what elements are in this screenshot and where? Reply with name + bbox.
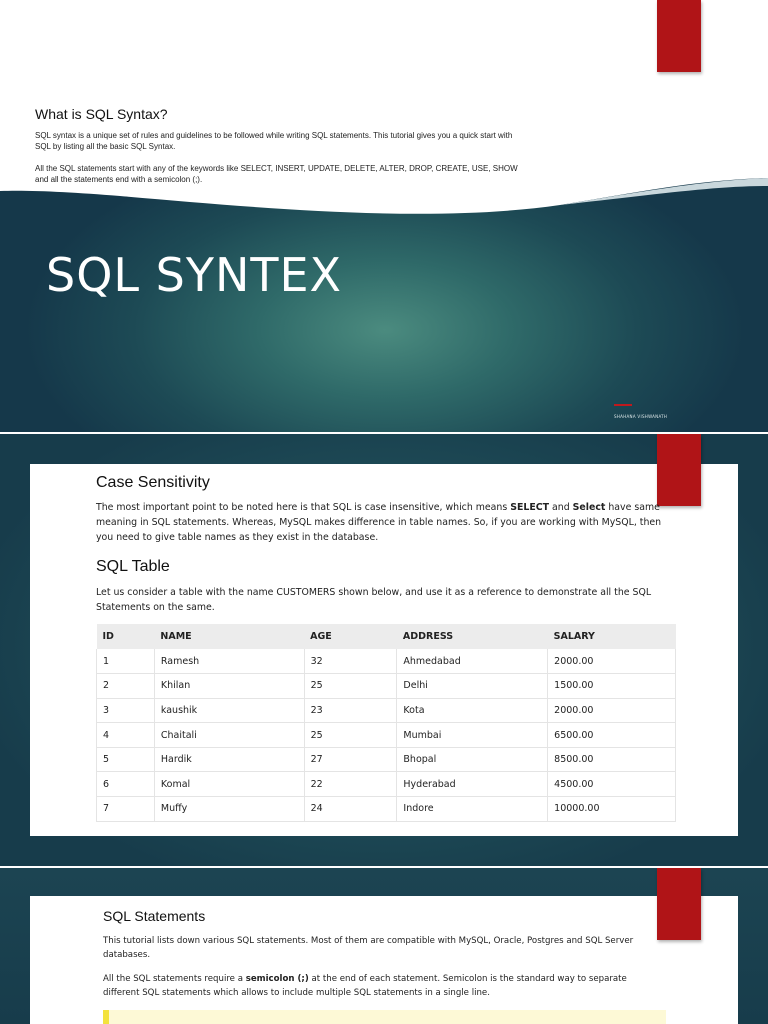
table-cell: 25 <box>304 674 397 699</box>
table-cell: kaushik <box>154 698 304 723</box>
table-cell: Kota <box>397 698 548 723</box>
table-cell: Ramesh <box>154 649 304 674</box>
table-cell: Bhopal <box>397 747 548 772</box>
table-cell: 8500.00 <box>548 747 676 772</box>
sql-statements-heading: SQL Statements <box>103 908 206 924</box>
column-header: SALARY <box>548 624 676 649</box>
table-cell: 1 <box>97 649 155 674</box>
highlight-note-box <box>103 1010 666 1024</box>
table-cell: 24 <box>304 797 397 822</box>
red-accent-tab <box>657 434 701 506</box>
syntax-heading: What is SQL Syntax? <box>35 106 168 122</box>
table-header-row <box>97 624 676 649</box>
table-cell: Muffy <box>154 797 304 822</box>
sql-statements-paragraph-1: This tutorial lists down various SQL statements. Most of them are compatible with MySQL, Oracle, Postgres and SQL Server databases. <box>103 936 634 960</box>
table-cell: 10000.00 <box>548 797 676 822</box>
table-row <box>97 674 676 699</box>
table-cell: 7 <box>97 797 155 822</box>
slide-sql-statements <box>0 868 768 1024</box>
table-cell: 1500.00 <box>548 674 676 699</box>
table-cell: 27 <box>304 747 397 772</box>
table-cell: 5 <box>97 747 155 772</box>
table-row <box>97 698 676 723</box>
table-row <box>97 797 676 822</box>
column-header: ID <box>97 624 155 649</box>
table-cell: Komal <box>154 772 304 797</box>
column-header: NAME <box>154 624 304 649</box>
slide-case-sensitivity <box>0 434 768 866</box>
table-row <box>97 772 676 797</box>
table-row <box>97 723 676 748</box>
table-cell: Khilan <box>154 674 304 699</box>
table-cell: 3 <box>97 698 155 723</box>
table-cell: Hardik <box>154 747 304 772</box>
subtitle-accent-line <box>614 404 632 406</box>
slide-title <box>0 0 768 432</box>
case-sensitivity-paragraph: The most important point to be noted here is that SQL is case insensitive, which means SELECT and Select have same meaning in SQL statements. Whereas, MySQL makes difference in table names. So, if you are working with MySQL, then you need to give table names as they exist in the database. <box>96 502 662 543</box>
table-cell: 32 <box>304 649 397 674</box>
slide-title-text: SQL SYNTEX <box>46 248 343 302</box>
table-cell: 23 <box>304 698 397 723</box>
table-cell: Chaitali <box>154 723 304 748</box>
table-cell: 4500.00 <box>548 772 676 797</box>
table-cell: 6500.00 <box>548 723 676 748</box>
table-cell: Delhi <box>397 674 548 699</box>
table-cell: Mumbai <box>397 723 548 748</box>
sql-table-paragraph: Let us consider a table with the name CUSTOMERS shown below, and use it as a reference to demonstrate all the SQL Statements on the same. <box>96 587 652 613</box>
red-accent-tab <box>657 0 701 72</box>
table-cell: 6 <box>97 772 155 797</box>
table-cell: 22 <box>304 772 397 797</box>
table-row <box>97 747 676 772</box>
table-cell: 25 <box>304 723 397 748</box>
sql-statements-paragraph-2: All the SQL statements require a semicolon (;) at the end of each statement. Semicolon is the standard way to separate different SQL statements which allows to include multiple SQL statements in a single line. <box>103 974 627 998</box>
table-row <box>97 649 676 674</box>
customers-table <box>96 624 676 822</box>
slide-subtitle: SHAHANA VISHWANATH <box>614 414 668 419</box>
column-header: AGE <box>304 624 397 649</box>
table-cell: 2000.00 <box>548 698 676 723</box>
table-cell: Ahmedabad <box>397 649 548 674</box>
column-header: ADDRESS <box>397 624 548 649</box>
white-wave-header <box>0 0 768 250</box>
sql-table-heading: SQL Table <box>96 558 170 575</box>
syntax-paragraph-2: All the SQL statements start with any of the keywords like SELECT, INSERT, UPDATE, DELETE, ALTER, DROP, CREATE, USE, SHOW and all the statements end with a semicolon (;). <box>35 164 518 184</box>
case-sensitivity-heading: Case Sensitivity <box>96 474 210 491</box>
syntax-paragraph-1: SQL syntax is a unique set of rules and guidelines to be followed while writing SQL statements. This tutorial gives you a quick start with SQL by listing all the basic SQL Syntax. <box>35 131 513 151</box>
table-cell: Indore <box>397 797 548 822</box>
table-cell: 2 <box>97 674 155 699</box>
red-accent-tab <box>657 868 701 940</box>
table-cell: 4 <box>97 723 155 748</box>
table-cell: 2000.00 <box>548 649 676 674</box>
table-cell: Hyderabad <box>397 772 548 797</box>
